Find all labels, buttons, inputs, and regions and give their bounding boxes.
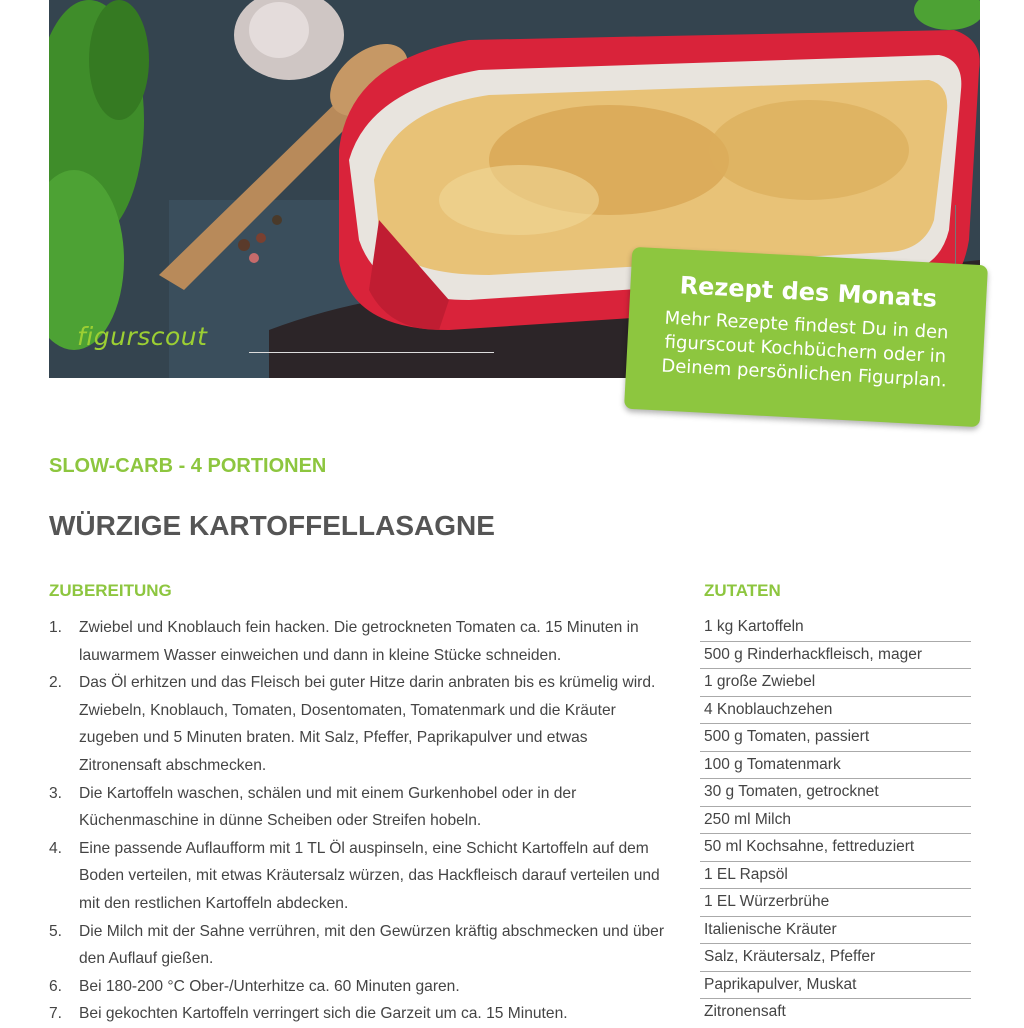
- ingredient-item: 250 ml Milch: [700, 807, 971, 835]
- step-text: Zwiebel und Knoblauch fein hacken. Die getrockneten Tomaten ca. 15 Minuten in lauwarmem Wasser einweichen und dann in kleine Stücke schneiden.: [79, 619, 639, 664]
- ingredient-item: 1 große Zwiebel: [700, 669, 971, 697]
- step-number: 4.: [49, 839, 63, 857]
- badge-title: Rezept des Monats: [679, 271, 938, 313]
- step-item: [49, 669, 669, 779]
- step-number: 1.: [49, 619, 63, 636]
- preparation-heading: ZUBEREITUNG: [49, 581, 172, 600]
- step-number: 2.: [49, 674, 63, 692]
- step-text: Bei gekochten Kartoffeln verringert sich die Garzeit um ca. 15 Minuten.: [79, 1005, 568, 1023]
- ingredient-item: 500 g Rinderhackfleisch, mager: [700, 642, 971, 670]
- recipe-of-month-badge: [624, 247, 988, 427]
- ingredient-item: 1 EL Würzerbrühe: [700, 889, 971, 917]
- step-item: [49, 918, 669, 973]
- step-item: [49, 614, 669, 669]
- ingredients-list: [700, 614, 971, 1026]
- logo-divider: [249, 352, 494, 353]
- ingredient-item: Italienische Kräuter: [700, 917, 971, 945]
- ingredient-item: 50 ml Kochsahne, fettreduziert: [700, 834, 971, 862]
- step-number: 3.: [49, 784, 63, 802]
- ingredient-item: Salz, Kräutersalz, Pfeffer: [700, 944, 971, 972]
- ingredient-item: Paprikapulver, Muskat: [700, 972, 971, 1000]
- recipe-title: WÜRZIGE KARTOFFELLASAGNE: [49, 510, 495, 541]
- figurscout-logo: figurscout: [77, 322, 208, 351]
- step-number: 7.: [49, 1005, 63, 1023]
- ingredient-item: 500 g Tomaten, passiert: [700, 724, 971, 752]
- step-text: Die Kartoffeln waschen, schälen und mit einem Gurkenhobel oder in der Küchenmaschine in dünne Scheiben oder Streifen hobeln.: [79, 784, 577, 830]
- step-text: Bei 180-200 °C Ober-/Unterhitze ca. 60 Minuten garen.: [79, 977, 460, 995]
- step-item: [49, 973, 669, 1001]
- ingredient-item: 1 kg Kartoffeln: [700, 614, 971, 642]
- recipe-category: SLOW-CARB - 4 PORTIONEN: [49, 455, 327, 477]
- step-text: Das Öl erhitzen und das Fleisch bei guter Hitze darin anbraten bis es krümelig wird. Zwiebeln, Knoblauch, Tomaten, Dosentomaten, Tomatenmark und die Kräuter zugeben und 5 Minuten braten. Mit Salz, Pfeffer, Paprikapulver und etwas Zitronensaft abschmecken.: [79, 674, 656, 774]
- step-text: Eine passende Auflaufform mit 1 TL Öl auspinseln, eine Schicht Kartoffeln auf dem Boden verteilen, mit etwas Kräutersalz würzen, das Hackfleisch darauf verteilen und mit den restlichen Kartoffeln abdecken.: [79, 839, 660, 912]
- step-text: Die Milch mit der Sahne verrühren, mit den Gewürzen kräftig abschmecken und über den Auflauf gießen.: [79, 922, 665, 968]
- ingredient-item: 4 Knoblauchzehen: [700, 697, 971, 725]
- badge-frame-line: [955, 205, 956, 265]
- step-item: [49, 835, 669, 918]
- ingredients-heading: ZUTATEN: [704, 581, 781, 600]
- ingredient-item: Zitronensaft: [704, 1003, 786, 1020]
- ingredient-item: 100 g Tomatenmark: [700, 752, 971, 780]
- step-item: [49, 780, 669, 835]
- ingredient-item: 1 EL Rapsöl: [700, 862, 971, 890]
- badge-text: Mehr Rezepte findest Du in den figurscout Kochbüchern oder in Deinem persönlichen Figurplan.: [660, 307, 950, 392]
- preparation-steps: [49, 614, 669, 1028]
- step-number: 6.: [49, 977, 63, 995]
- ingredient-item: 30 g Tomaten, getrocknet: [700, 779, 971, 807]
- step-number: 5.: [49, 922, 63, 940]
